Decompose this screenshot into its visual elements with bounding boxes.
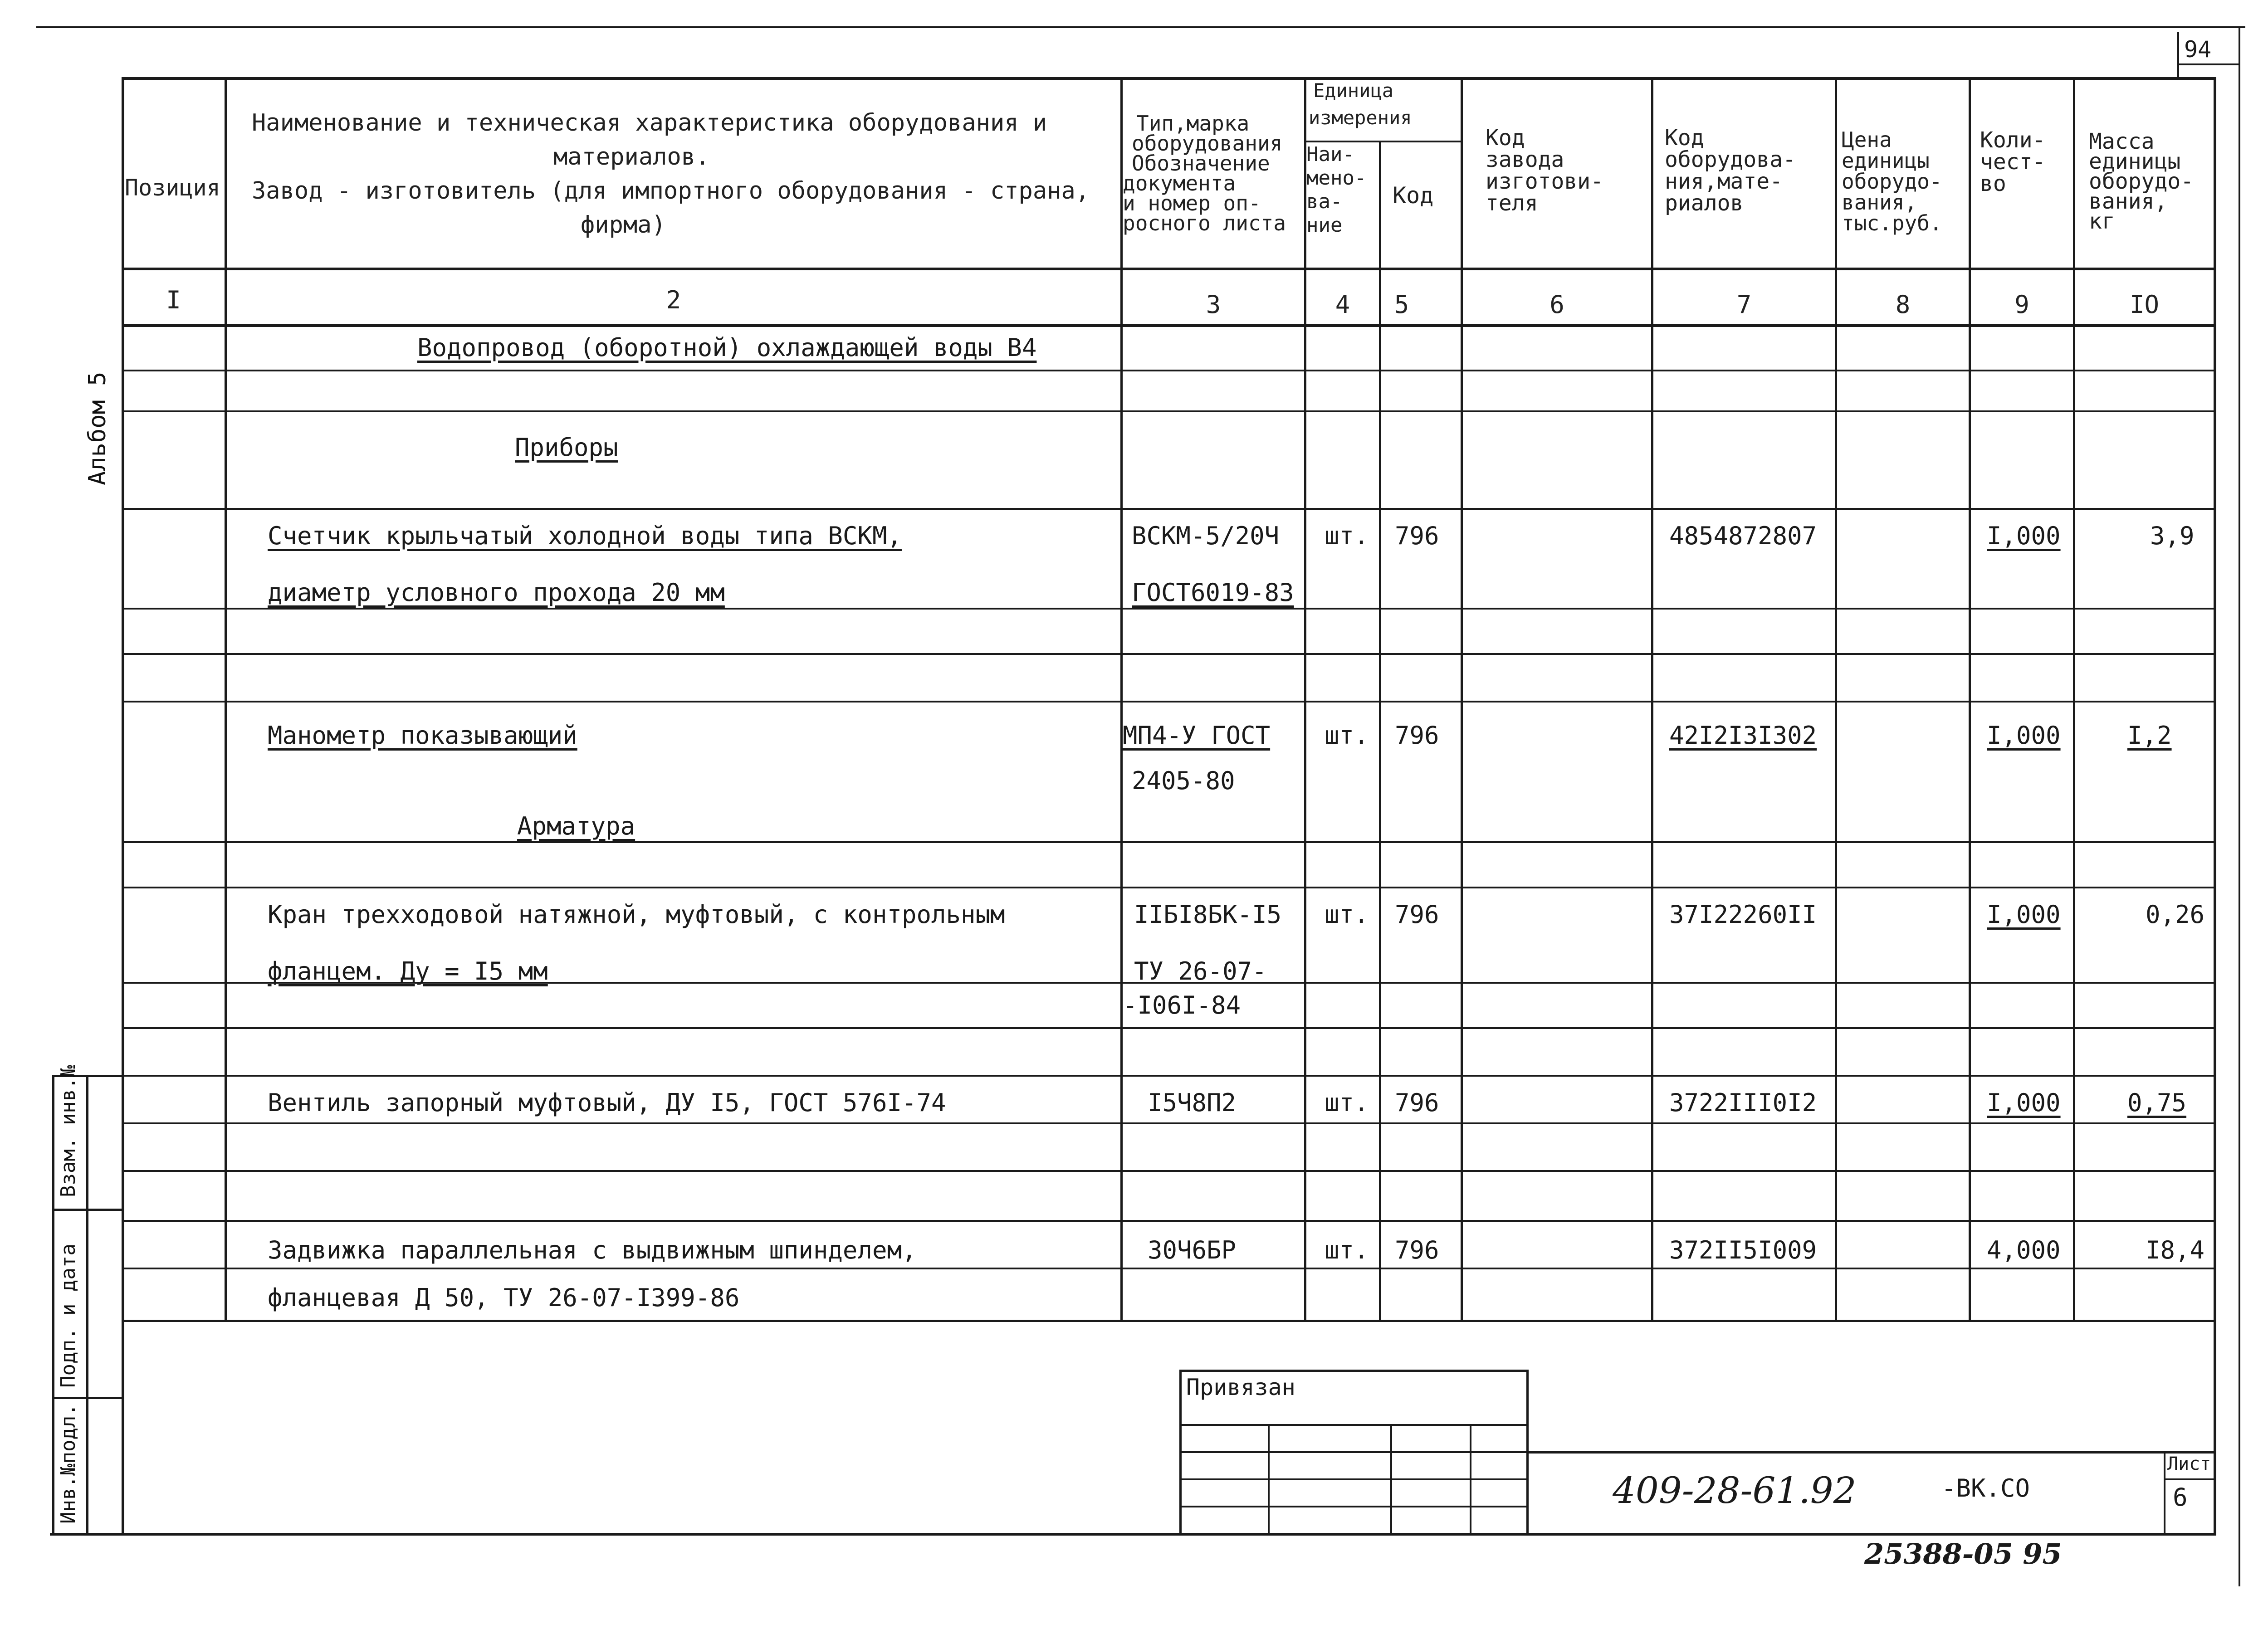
header-factory-line: теля bbox=[1486, 190, 1538, 216]
header-factory-line: изготови- bbox=[1486, 169, 1604, 194]
col-num: 3 bbox=[1206, 290, 1221, 319]
header-name-2: материалов. bbox=[553, 143, 710, 171]
row-line bbox=[122, 653, 2216, 655]
row3-mass: 0,26 bbox=[2146, 900, 2205, 929]
header-unit bbox=[1309, 77, 1412, 132]
header-bottom-line bbox=[122, 268, 2216, 270]
col-num: 2 bbox=[666, 286, 681, 314]
header-mass-line: Масса bbox=[2089, 129, 2155, 154]
header-unit-code: Код bbox=[1393, 182, 1434, 209]
row-line bbox=[122, 508, 2216, 510]
header-price-line: единицы bbox=[1842, 148, 1930, 173]
row-line bbox=[122, 1268, 2216, 1269]
row-line bbox=[122, 1170, 2216, 1172]
col-num: 5 bbox=[1394, 290, 1409, 319]
row5-name-a: Задвижка параллельная с выдвижным шпинделем, bbox=[268, 1236, 917, 1264]
col-num: I bbox=[166, 286, 181, 314]
header-unit-name bbox=[1306, 143, 1366, 237]
row3-code: 796 bbox=[1395, 900, 1439, 929]
row2-type-b: 2405-80 bbox=[1132, 766, 1235, 795]
row1-unit: шт. bbox=[1325, 522, 1369, 550]
header-unit-name-line: ние bbox=[1306, 214, 1343, 237]
section-title: Водопровод (оборотной) охлаждающей воды В4 bbox=[417, 333, 1037, 362]
row3-equip: 37I22260II bbox=[1669, 900, 1817, 929]
header-type-line: оборудования bbox=[1132, 131, 1283, 156]
stamp-col bbox=[1470, 1424, 1471, 1533]
frame-right bbox=[2214, 77, 2216, 1535]
stamp-col bbox=[1390, 1424, 1392, 1533]
row1-type-a: ВСКМ-5/20Ч bbox=[1132, 522, 1280, 550]
col-line-6 bbox=[1651, 77, 1653, 1322]
row3-unit: шт. bbox=[1325, 900, 1369, 929]
header-unit-name-line: мено- bbox=[1306, 166, 1367, 190]
side-label-sign: Подп. и дата bbox=[57, 1244, 80, 1388]
header-name-3: Завод - изготовитель (для импортного оборудования - страна, bbox=[252, 177, 1090, 205]
row-line bbox=[122, 370, 2216, 371]
row4-mass: 0,75 bbox=[2127, 1088, 2187, 1117]
header-type-line: и номер оп- bbox=[1123, 191, 1261, 215]
header-position: Позиция bbox=[125, 175, 220, 201]
header-qty-line: Коли- bbox=[1980, 127, 2046, 153]
document-code: 409-28-61.92 bbox=[1613, 1469, 1857, 1512]
col-line-3 bbox=[1304, 77, 1306, 1322]
stamp-row bbox=[1179, 1451, 1529, 1453]
row1-qty: I,000 bbox=[1987, 522, 2061, 550]
col-num: 7 bbox=[1736, 290, 1752, 319]
col-line-9 bbox=[2073, 77, 2075, 1322]
row4-equip: 3722III0I2 bbox=[1669, 1088, 1817, 1117]
header-type-line: Тип,марка bbox=[1136, 111, 1250, 136]
header-equip-line: Код bbox=[1665, 125, 1704, 151]
side-strip-mid bbox=[86, 1075, 88, 1533]
header-mass-line: вания, bbox=[2089, 189, 2168, 214]
header-unit-line: Единица bbox=[1313, 79, 1394, 102]
row5-code: 796 bbox=[1395, 1236, 1439, 1264]
header-qty bbox=[1980, 129, 2046, 195]
sheet-label: Лист bbox=[2167, 1454, 2211, 1474]
frame-top bbox=[122, 77, 2216, 80]
header-mass-line: кг bbox=[2089, 209, 2115, 234]
stamp-row bbox=[1179, 1506, 1529, 1507]
side-label-inv: Инв.№подл. bbox=[57, 1404, 80, 1524]
row-line bbox=[122, 841, 2216, 843]
col-line-1 bbox=[225, 77, 227, 1322]
row2-unit: шт. bbox=[1325, 721, 1369, 750]
row4-code: 796 bbox=[1395, 1088, 1439, 1117]
stamp-main-top bbox=[1529, 1451, 2216, 1454]
stamp-row bbox=[1179, 1424, 1529, 1426]
header-unit-name-line: Наи- bbox=[1306, 143, 1354, 166]
row3-qty: I,000 bbox=[1987, 900, 2061, 929]
header-equip-line: оборудова- bbox=[1665, 147, 1796, 172]
side-strip-div2 bbox=[52, 1397, 122, 1399]
row4-unit: шт. bbox=[1325, 1088, 1369, 1117]
row2-code: 796 bbox=[1395, 721, 1439, 750]
row5-name-b: фланцевая Д 50, ТУ 26-07-I399-86 bbox=[268, 1283, 740, 1312]
stamp-sheet-mid bbox=[2164, 1478, 2216, 1480]
row5-mass: I8,4 bbox=[2146, 1236, 2205, 1264]
row5-unit: шт. bbox=[1325, 1236, 1369, 1264]
side-strip-div1 bbox=[52, 1209, 122, 1211]
row5-equip: 372II5I009 bbox=[1669, 1236, 1817, 1264]
col-num: 9 bbox=[2014, 290, 2029, 319]
col-line-7 bbox=[1835, 77, 1837, 1322]
row3-type-c: -I06I-84 bbox=[1123, 991, 1241, 1019]
sheet-value: 6 bbox=[2173, 1483, 2188, 1512]
row4-name: Вентиль запорный муфтовый, ДУ I5, ГОСТ 576I-74 bbox=[268, 1088, 946, 1117]
row-line bbox=[122, 887, 2216, 888]
col-num: 8 bbox=[1895, 290, 1911, 319]
row5-qty: 4,000 bbox=[1987, 1236, 2061, 1264]
row3-type-a: IIБI8БК-I5 bbox=[1134, 900, 1282, 929]
table-bottom-line bbox=[122, 1320, 2216, 1322]
header-mass-line: оборудо- bbox=[2089, 169, 2194, 194]
stamp-sheet-left bbox=[2164, 1451, 2165, 1533]
sheet-box-left bbox=[2177, 32, 2179, 77]
header-mass-line: единицы bbox=[2089, 149, 2181, 174]
header-name-1: Наименование и техническая характеристика оборудования и bbox=[252, 109, 1047, 137]
row-line bbox=[122, 1027, 2216, 1029]
header-price-line: Цена bbox=[1842, 127, 1892, 152]
col-line-5 bbox=[1461, 77, 1463, 1322]
row2-qty: I,000 bbox=[1987, 721, 2061, 750]
row3-name-b: фланцем. Ду = I5 мм bbox=[268, 957, 548, 985]
stamp-col bbox=[1268, 1424, 1270, 1533]
row3-name-a: Кран трехходовой натяжной, муфтовый, с контрольным bbox=[268, 900, 1005, 929]
header-factory-code bbox=[1486, 127, 1603, 214]
row-line bbox=[122, 1122, 2216, 1124]
header-equip-line: риалов bbox=[1665, 190, 1744, 216]
header-unit-line: измерения bbox=[1309, 107, 1412, 129]
header-qty-line: чест- bbox=[1980, 149, 2046, 175]
header-unit-name-line: ва- bbox=[1306, 190, 1343, 213]
row1-name-a: Счетчик крыльчатый холодной воды типа ВСКМ, bbox=[268, 522, 902, 550]
col-num: 6 bbox=[1549, 290, 1564, 319]
row1-equip: 4854872807 bbox=[1669, 522, 1817, 550]
row1-type-b: ГОСТ6019-83 bbox=[1132, 578, 1294, 607]
row4-type: I5Ч8П2 bbox=[1148, 1088, 1237, 1117]
header-type bbox=[1123, 113, 1286, 233]
side-label-replace: Взам. инв.№ bbox=[57, 1065, 80, 1197]
header-price-line: тыс.руб. bbox=[1842, 211, 1942, 235]
frame-bottom bbox=[50, 1533, 2216, 1536]
frame-right-outer bbox=[2239, 26, 2240, 1586]
row2-name: Манометр показывающий bbox=[268, 721, 577, 750]
header-factory-line: Код bbox=[1486, 125, 1525, 151]
col-line-2 bbox=[1120, 77, 1123, 1322]
album-label: Альбом 5 bbox=[84, 371, 111, 485]
row-line bbox=[122, 608, 2216, 610]
header-price bbox=[1842, 129, 1942, 234]
row-line bbox=[122, 410, 2216, 412]
header-mass bbox=[2089, 129, 2194, 234]
col-num: IO bbox=[2129, 290, 2160, 319]
subsection-instruments: Приборы bbox=[515, 433, 618, 462]
row-line bbox=[122, 1220, 2216, 1222]
row-line bbox=[122, 701, 2216, 702]
row-line bbox=[122, 1075, 2216, 1077]
colnum-bottom-line bbox=[122, 324, 2216, 327]
header-equip-code bbox=[1665, 127, 1796, 214]
header-price-line: оборудо- bbox=[1842, 169, 1942, 194]
header-factory-line: завода bbox=[1486, 147, 1564, 172]
subsection-fittings: Арматура bbox=[517, 812, 635, 840]
header-name-4: фирма) bbox=[581, 211, 666, 239]
row1-mass: 3,9 bbox=[2150, 522, 2195, 550]
header-qty-line: во bbox=[1980, 171, 2006, 196]
row2-mass: I,2 bbox=[2127, 721, 2172, 750]
header-type-line: документа bbox=[1123, 171, 1236, 195]
row1-code: 796 bbox=[1395, 522, 1439, 550]
unit-subheader-line bbox=[1304, 141, 1461, 142]
row3-type-b: ТУ 26-07- bbox=[1134, 957, 1267, 985]
row4-qty: I,000 bbox=[1987, 1088, 2061, 1117]
sheet-number: 94 bbox=[2184, 36, 2212, 63]
stamp-row bbox=[1179, 1478, 1529, 1480]
header-type-line: Обозначение bbox=[1132, 151, 1270, 176]
sheet-box-bottom bbox=[2177, 63, 2239, 65]
row5-type: 30Ч6БР bbox=[1148, 1236, 1237, 1264]
col-line-8 bbox=[1969, 77, 1971, 1322]
row1-name-b: диаметр условного прохода 20 мм bbox=[268, 578, 725, 607]
col-num: 4 bbox=[1335, 290, 1350, 319]
document-suffix: -ВК.СО bbox=[1941, 1474, 2030, 1502]
archive-number: 25388-05 95 bbox=[1864, 1537, 2062, 1571]
header-equip-line: ния,мате- bbox=[1665, 169, 1783, 194]
frame-top-outer bbox=[36, 26, 2245, 28]
row2-equip: 42I2I3I302 bbox=[1669, 721, 1817, 750]
header-type-line: росного листа bbox=[1123, 211, 1286, 235]
side-strip-left bbox=[52, 1075, 54, 1533]
header-price-line: вания, bbox=[1842, 190, 1917, 215]
row2-type-a: МП4-У ГОСТ bbox=[1123, 721, 1271, 750]
stamp-bound-top bbox=[1179, 1370, 1529, 1372]
stamp-bound-label: Привязан bbox=[1186, 1374, 1295, 1400]
